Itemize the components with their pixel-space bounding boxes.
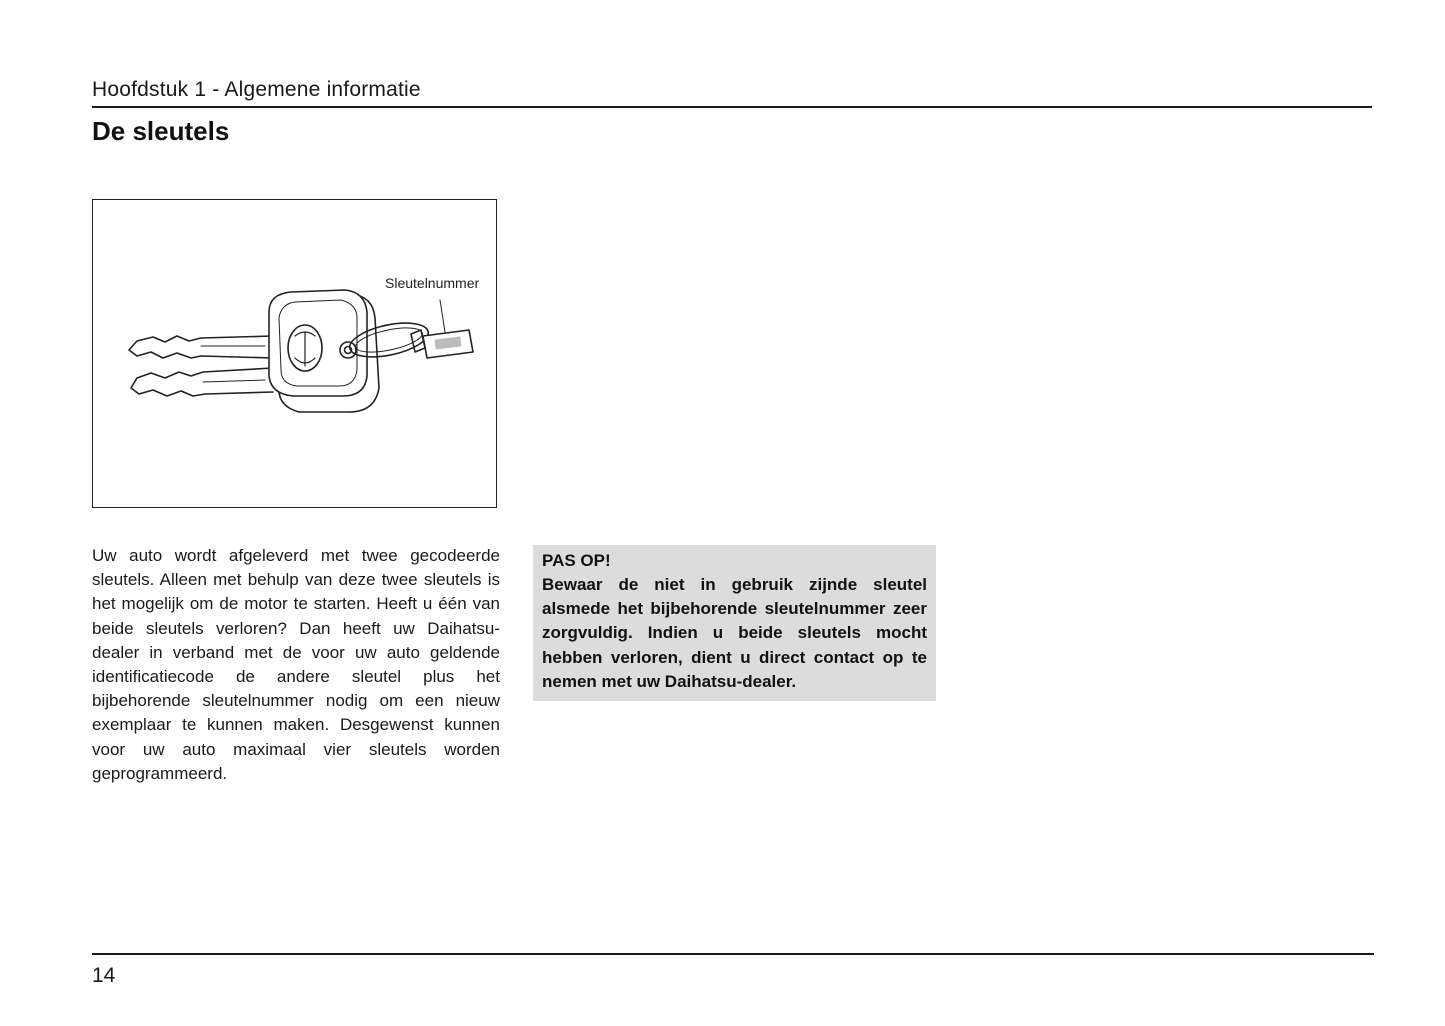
figure-label: Sleutelnummer (385, 275, 480, 291)
body-paragraph: Uw auto wordt afgeleverd met twee gecodeerde sleutels. Alleen met behulp van deze twee sleutels is het mogelijk om de motor te starten. Heeft u één van beide sleutels verloren? Dan heeft uw Daihatsu-dealer in verband met de voor uw auto geldende identificatiecode de andere sleutel plus het bijbehorende sleutelnummer nodig om een nieuw exemplaar te kunnen maken. Desgewenst kunnen voor uw auto maximaal vier sleutels worden geprogrammeerd. (92, 546, 500, 783)
footer-rule (92, 953, 1374, 955)
page-number: 14 (92, 964, 116, 987)
header-rule (92, 106, 1372, 108)
key-blade-lower (131, 368, 273, 396)
page-title: De sleutels (92, 116, 230, 146)
warning-text: Bewaar de niet in gebruik zijnde sleutel alsmede het bijbehorende sleutelnummer zeer zorgvuldig. Indien u beide sleutels mocht hebben verloren, dient u direct contact op te nemen met uw Daihatsu-dealer. (542, 575, 927, 691)
label-leader-line (440, 300, 445, 332)
car-keys-icon (93, 200, 498, 509)
warning-box (533, 545, 936, 701)
chapter-heading: Hoofdstuk 1 - Algemene informatie (92, 78, 421, 101)
key-blade-upper (129, 336, 273, 358)
warning-title: PAS OP! (542, 551, 611, 570)
key-figure (92, 199, 497, 508)
